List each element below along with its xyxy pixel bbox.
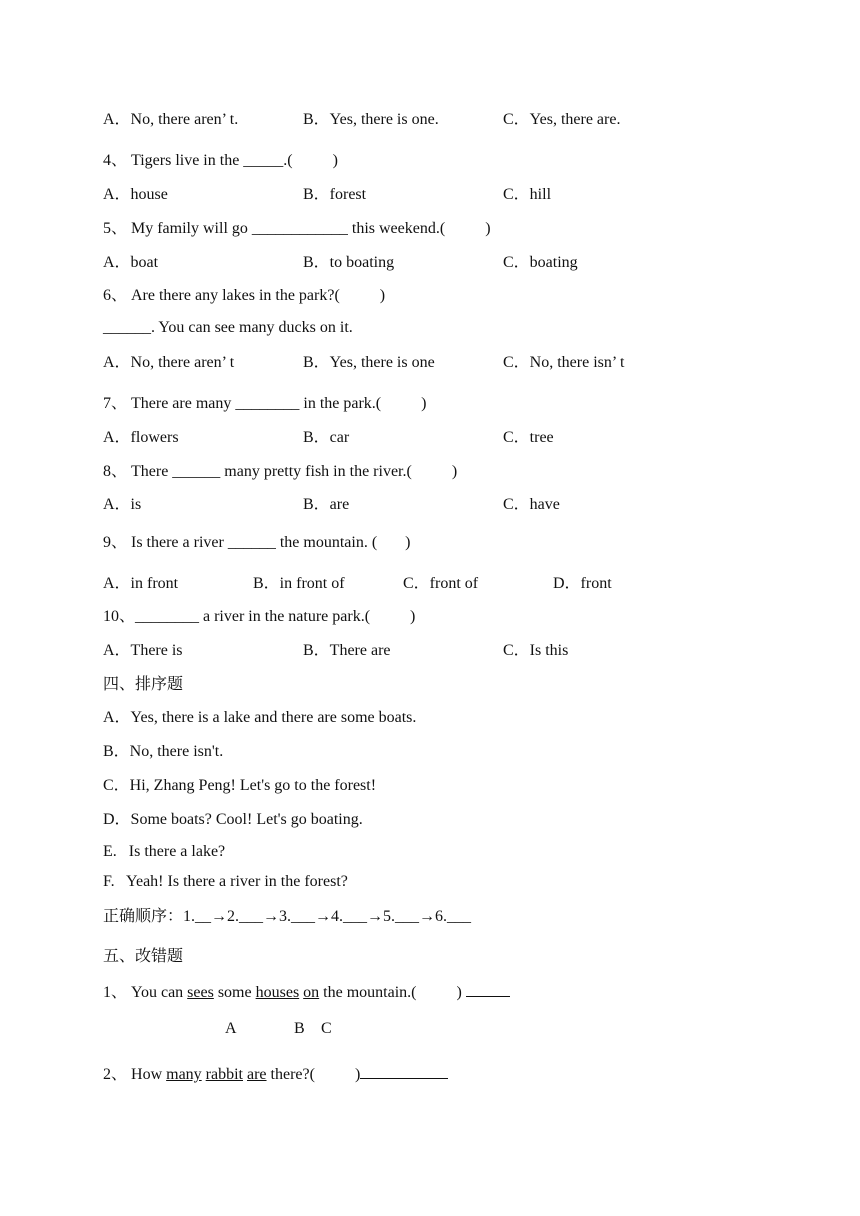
sort-item-e: E. Is there a lake? [103,843,226,860]
sort-item-d: D．Some boats? Cool! Let's go boating. [103,811,363,828]
sort-item-b: B．No, there isn't. [103,743,224,760]
question-5: 5、 My family will go ____________ this weekend.( ) [103,220,491,237]
q7-option-b: B．car [303,429,350,446]
q4-option-c: C．hill [503,186,552,203]
q6-option-c: C．No, there isn’ t [503,354,625,371]
sort-item-f: F. Yeah! Is there a river in the forest? [103,873,348,890]
section-5-title: 五、改错题 [103,948,184,965]
q5-option-a: A．boat [103,254,159,271]
q8-option-a: A．is [103,496,142,513]
q3-option-c: C．Yes, there are. [503,111,621,128]
eq2-underlined-a: many [166,1066,202,1083]
question-4: 4、 Tigers live in the _____.( ) [103,152,338,169]
eq2-underlined-b: rabbit [205,1066,243,1083]
eq1-letter-a: A [225,1020,237,1037]
q3-option-b: B．Yes, there is one. [303,111,439,128]
eq2-number: 2、 [103,1066,132,1083]
question-10: 10、________ a river in the nature park.( ) [103,608,416,625]
eq1-number: 1、 [103,984,132,1001]
q9-option-d: D．front [553,575,612,592]
q7-option-a: A．flowers [103,429,179,446]
q6-option-a: A．No, there aren’ t [103,354,235,371]
q10-option-b: B．There are [303,642,391,659]
error-question-1 [103,982,510,1003]
q9-option-b: B．in front of [253,575,345,592]
eq1-underlined-a: sees [187,984,214,1001]
q4-option-b: B．forest [303,186,367,203]
q9-option-c: C．front of [403,575,479,592]
error-question-2 [103,1064,448,1085]
eq1-answer-blank[interactable] [466,982,510,997]
correct-order-line: 正确顺序：1.__→2.___→3.___→4.___→5.___→6.___ [103,908,472,925]
eq2-text: there?( ) [266,1066,361,1083]
question-6: 6、 Are there any lakes in the park?( ) [103,287,386,304]
section-4-title: 四、排序题 [103,676,184,693]
question-9: 9、 Is there a river ______ the mountain. ( ) [103,534,411,551]
eq2-text: How [131,1066,167,1083]
eq2-answer-blank[interactable] [360,1064,448,1079]
eq1-letter-c: C [321,1020,332,1037]
q9-option-a: A．in front [103,575,179,592]
eq1-underlined-c: on [303,984,320,1001]
question-8: 8、 There ______ many pretty fish in the river.( ) [103,463,458,480]
q5-option-c: C．boating [503,254,578,271]
eq1-letter-b: B [294,1020,305,1037]
q5-option-b: B．to boating [303,254,395,271]
eq1-underlined-b: houses [255,984,300,1001]
q8-option-c: C．have [503,496,560,513]
eq1-text: You can [131,984,188,1001]
q7-option-c: C．tree [503,429,554,446]
sort-item-c: C．Hi, Zhang Peng! Let's go to the forest! [103,777,377,794]
question-7: 7、 There are many ________ in the park.( ) [103,395,427,412]
question-6-sentence: ______. You can see many ducks on it. [103,319,353,336]
q10-option-a: A．There is [103,642,183,659]
eq2-underlined-c: are [247,1066,267,1083]
q3-option-a: A．No, there aren’ t. [103,111,239,128]
q8-option-b: B．are [303,496,350,513]
q6-option-b: B．Yes, there is one [303,354,435,371]
eq1-text: some [213,984,256,1001]
q10-option-c: C．Is this [503,642,569,659]
sort-item-a: A．Yes, there is a lake and there are some boats. [103,709,417,726]
eq1-text: the mountain.( ) [319,984,466,1001]
q4-option-a: A．house [103,186,168,203]
